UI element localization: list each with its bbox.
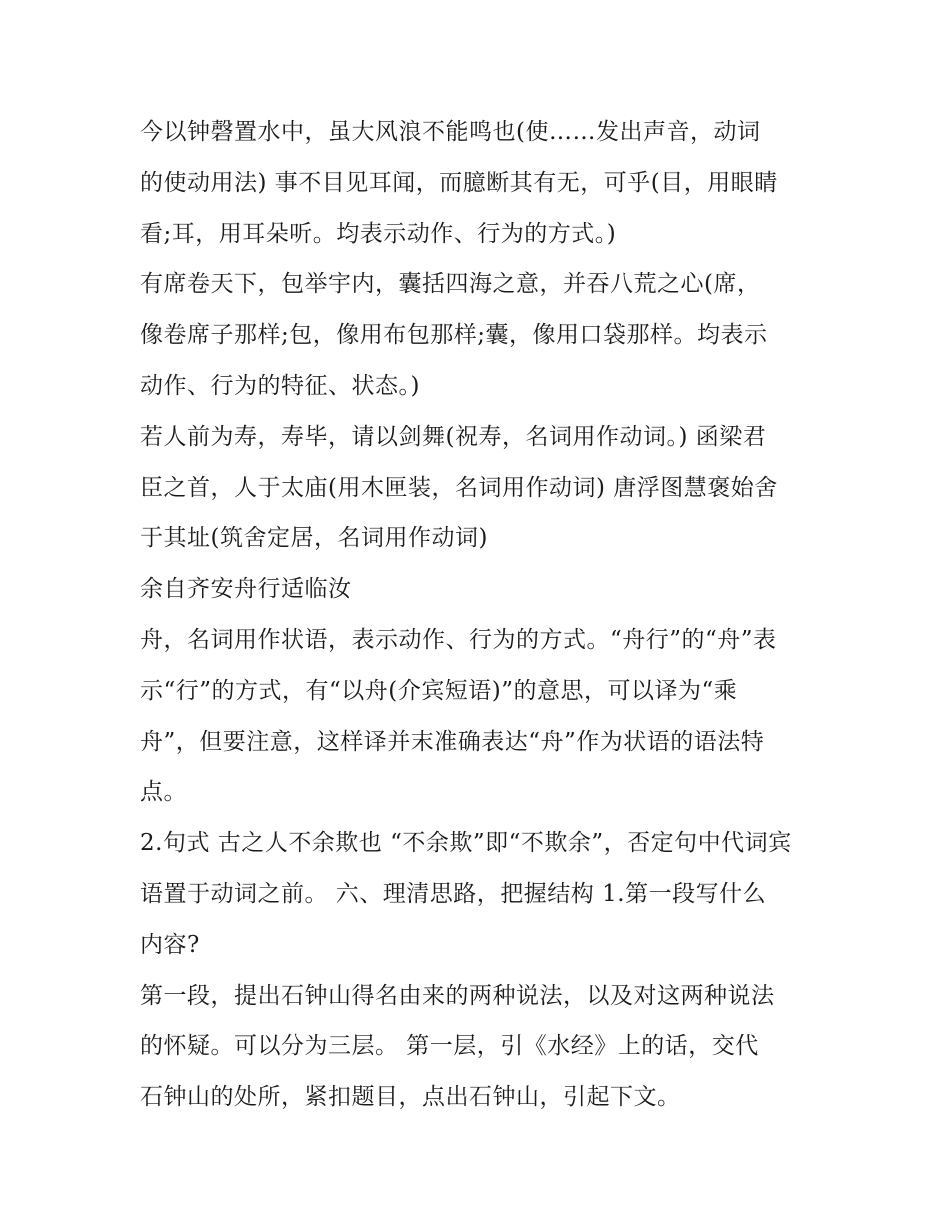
text-line: 于其址(筑舍定居，名词用作动词): [140, 525, 488, 552]
text-line: 若人前为寿，寿毕，请以剑舞(祝寿，名词用作动词。) 函梁君: [140, 423, 767, 450]
text-line: 第一段，提出石钟山得名由来的两种说法，以及对这两种说法: [140, 982, 775, 1009]
text-line: 动作、行为的特征、状态。): [140, 372, 420, 399]
text-line: 的怀疑。可以分为三层。 第一层，引《水经》上的话，交代: [140, 1033, 759, 1060]
text-line: 2.句式 古之人不余欺也 “不余欺”即“不欺余”，否定句中代词宾: [140, 830, 792, 857]
text-line: 今以钟磬置水中，虽大风浪不能鸣也(使……发出声音，动词: [140, 119, 761, 145]
text-line: 余自齐安舟行适临汝: [140, 576, 352, 603]
text-line: 看;耳，用耳朵听。均表示动作、行为的方式。): [140, 220, 617, 247]
text-line: 点。: [140, 779, 187, 806]
text-line: 内容?: [140, 931, 200, 958]
text-line: 舟，名词用作状语，表示动作、行为的方式。“舟行”的“舟”表: [140, 626, 777, 653]
text-line: 舟”，但要注意，这样译并末准确表达“舟”作为状语的语法特: [140, 728, 765, 755]
text-line: 臣之首，人于太庙(用木匣装，名词用作动词) 唐浮图慧褒始舍: [140, 474, 778, 501]
document-body: [140, 107, 820, 1123]
text-line: 示“行”的方式，有“以舟(介宾短语)”的意思，可以译为“乘: [140, 677, 738, 704]
text-line: 语置于动词之前。 六、理清思路，把握结构 1.第一段写什么: [140, 880, 767, 907]
text-line: 石钟山的处所，紧扣题目，点出石钟山，引起下文。: [140, 1084, 681, 1111]
text-line: 有席卷天下，包举宇内，囊括四海之意，并吞八荒之心(席，: [140, 271, 761, 298]
text-line: 的使动用法) 事不目见耳闻，而臆断其有无，可乎(目，用眼睛: [140, 169, 778, 196]
text-line: 像卷席子那样;包，像用布包那样;囊，像用口袋那样。均表示: [140, 322, 768, 349]
